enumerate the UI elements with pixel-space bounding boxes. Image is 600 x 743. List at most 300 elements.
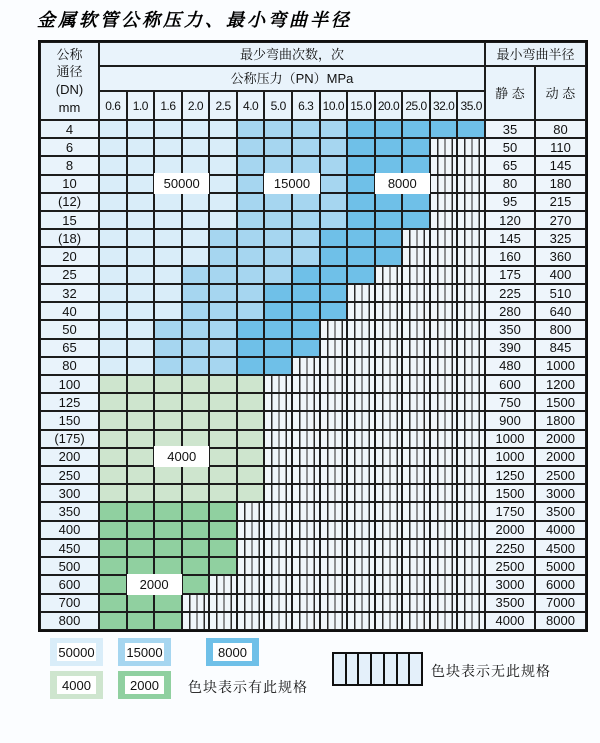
dynamic-value-cell: 325 <box>535 229 586 247</box>
no-spec-cell <box>430 594 458 612</box>
spec-cell <box>347 175 375 193</box>
spec-cell <box>154 502 182 520</box>
spec-cell <box>154 612 182 630</box>
no-spec-cell <box>292 448 320 466</box>
no-spec-cell <box>457 357 485 375</box>
no-spec-swatch-cell <box>334 654 347 684</box>
no-spec-cell <box>292 357 320 375</box>
no-spec-cell <box>402 521 430 539</box>
no-spec-cell <box>347 448 375 466</box>
spec-cell <box>237 430 265 448</box>
spec-cell <box>209 357 237 375</box>
spec-cell <box>154 521 182 539</box>
no-spec-cell <box>264 393 292 411</box>
no-spec-cell <box>430 411 458 429</box>
no-spec-cell <box>457 320 485 338</box>
no-spec-cell <box>320 448 348 466</box>
no-spec-cell <box>430 393 458 411</box>
spec-cell <box>320 156 348 174</box>
no-spec-cell <box>457 466 485 484</box>
static-value-cell: 350 <box>485 320 535 338</box>
spec-cell <box>182 575 210 593</box>
no-spec-cell <box>457 156 485 174</box>
no-spec-cell <box>457 211 485 229</box>
spec-cell <box>99 211 127 229</box>
no-spec-cell <box>457 284 485 302</box>
spec-cell <box>99 594 127 612</box>
page-title: 金属软管公称压力、最小弯曲半径 <box>37 10 352 31</box>
spec-cell <box>154 466 182 484</box>
spec-cell <box>127 430 155 448</box>
no-spec-cell <box>209 612 237 630</box>
no-spec-cell <box>292 557 320 575</box>
spec-cell <box>154 594 182 612</box>
spec-cell <box>154 539 182 557</box>
spec-cell <box>209 156 237 174</box>
spec-cell <box>347 156 375 174</box>
spec-cell <box>264 339 292 357</box>
spec-cell <box>182 357 210 375</box>
no-spec-swatch-cell <box>410 654 421 684</box>
no-spec-cell <box>402 302 430 320</box>
no-spec-cell <box>457 375 485 393</box>
no-spec-cell <box>347 539 375 557</box>
spec-cell <box>292 229 320 247</box>
dynamic-value-cell: 270 <box>535 211 586 229</box>
no-spec-cell <box>347 320 375 338</box>
spec-cell <box>237 339 265 357</box>
spec-cell <box>182 521 210 539</box>
no-spec-cell <box>292 575 320 593</box>
no-spec-cell <box>182 594 210 612</box>
no-spec-cell <box>430 466 458 484</box>
spec-cell <box>320 175 348 193</box>
static-value-cell: 1000 <box>485 430 535 448</box>
no-spec-cell <box>320 484 348 502</box>
no-spec-cell <box>320 594 348 612</box>
no-spec-cell <box>457 266 485 284</box>
dynamic-value-cell: 2000 <box>535 430 586 448</box>
spec-cell <box>154 393 182 411</box>
no-spec-cell <box>457 557 485 575</box>
spec-cell <box>127 175 155 193</box>
spec-cell <box>99 339 127 357</box>
spec-cell <box>127 138 155 156</box>
spec-cell <box>127 411 155 429</box>
dn-cell: 500 <box>40 557 99 575</box>
spec-cell <box>182 302 210 320</box>
spec-cell <box>127 612 155 630</box>
no-spec-cell <box>430 320 458 338</box>
no-spec-cell <box>457 484 485 502</box>
spec-cell <box>99 557 127 575</box>
dynamic-value-cell: 3000 <box>535 484 586 502</box>
no-spec-cell <box>457 247 485 265</box>
spec-cell <box>182 284 210 302</box>
no-spec-cell <box>402 375 430 393</box>
spec-cell <box>127 448 155 466</box>
no-spec-cell <box>430 175 458 193</box>
static-value-cell: 145 <box>485 229 535 247</box>
spec-cell <box>182 266 210 284</box>
no-spec-cell <box>209 594 237 612</box>
dynamic-value-cell: 2500 <box>535 466 586 484</box>
spec-cell <box>237 320 265 338</box>
dn-cell: (175) <box>40 430 99 448</box>
no-spec-cell <box>430 284 458 302</box>
spec-cell <box>237 393 265 411</box>
spec-cell <box>457 120 485 138</box>
no-spec-cell <box>457 193 485 211</box>
spec-cell <box>237 466 265 484</box>
no-spec-cell <box>320 502 348 520</box>
spec-cell <box>237 484 265 502</box>
no-spec-cell <box>375 521 403 539</box>
spec-cell <box>320 120 348 138</box>
legend-swatch-value: 50000 <box>58 644 95 660</box>
spec-cell <box>182 375 210 393</box>
dn-cell: 150 <box>40 411 99 429</box>
spec-cell <box>209 211 237 229</box>
spec-cell <box>237 211 265 229</box>
no-spec-cell <box>375 594 403 612</box>
no-spec-cell <box>402 466 430 484</box>
spec-cell <box>264 138 292 156</box>
pressure-col-header: 1.6 <box>154 91 182 120</box>
dn-cell: 8 <box>40 156 99 174</box>
spec-cell <box>264 156 292 174</box>
spec-cell <box>154 430 182 448</box>
spec-cell <box>292 138 320 156</box>
legend-swatch-value: 15000 <box>126 644 163 660</box>
no-spec-cell <box>375 339 403 357</box>
no-spec-cell <box>457 138 485 156</box>
spec-cell <box>127 393 155 411</box>
no-spec-cell <box>430 448 458 466</box>
pressure-header: 公称压力（PN）MPa <box>99 66 485 91</box>
no-spec-cell <box>430 229 458 247</box>
no-spec-cell <box>375 375 403 393</box>
spec-cell <box>182 247 210 265</box>
no-spec-cell <box>292 484 320 502</box>
no-spec-cell <box>375 266 403 284</box>
no-spec-cell <box>457 430 485 448</box>
static-value-cell: 390 <box>485 339 535 357</box>
no-spec-cell <box>402 430 430 448</box>
no-spec-cell <box>457 339 485 357</box>
static-value-cell: 280 <box>485 302 535 320</box>
no-spec-cell <box>430 339 458 357</box>
dynamic-value-cell: 8000 <box>535 612 586 630</box>
spec-cell <box>99 393 127 411</box>
no-spec-cell <box>430 612 458 630</box>
spec-cell <box>99 448 127 466</box>
spec-cell <box>375 229 403 247</box>
spec-cell <box>375 120 403 138</box>
spec-cell <box>127 594 155 612</box>
spec-cell <box>292 120 320 138</box>
spec-cell <box>209 320 237 338</box>
no-spec-cell <box>430 575 458 593</box>
static-value-cell: 900 <box>485 411 535 429</box>
no-spec-cell <box>402 229 430 247</box>
no-spec-cell <box>430 247 458 265</box>
no-spec-cell <box>292 502 320 520</box>
dn-cell: 450 <box>40 539 99 557</box>
pressure-col-header: 25.0 <box>402 91 430 120</box>
spec-cell <box>264 302 292 320</box>
spec-cell <box>402 156 430 174</box>
no-spec-cell <box>264 521 292 539</box>
no-spec-cell <box>430 357 458 375</box>
spec-cell <box>264 247 292 265</box>
spec-cell <box>99 247 127 265</box>
spec-cell <box>182 466 210 484</box>
no-spec-cell <box>347 594 375 612</box>
no-spec-cell <box>375 393 403 411</box>
spec-cell <box>99 430 127 448</box>
no-spec-cell <box>457 575 485 593</box>
spec-cell <box>347 211 375 229</box>
no-spec-cell <box>402 339 430 357</box>
spec-cell <box>154 484 182 502</box>
pressure-col-header: 2.5 <box>209 91 237 120</box>
dynamic-value-cell: 6000 <box>535 575 586 593</box>
spec-cell <box>209 266 237 284</box>
spec-cell <box>182 120 210 138</box>
spec-cell <box>320 211 348 229</box>
spec-cell <box>264 229 292 247</box>
spec-cell <box>237 357 265 375</box>
spec-cell <box>154 193 182 211</box>
static-value-cell: 95 <box>485 193 535 211</box>
dynamic-value-cell: 1000 <box>535 357 586 375</box>
spec-cell <box>347 229 375 247</box>
spec-cell <box>99 138 127 156</box>
no-spec-cell <box>320 411 348 429</box>
no-spec-cell <box>320 357 348 375</box>
spec-cell <box>237 411 265 429</box>
dn-cell: (12) <box>40 193 99 211</box>
static-value-cell: 1500 <box>485 484 535 502</box>
dynamic-value-cell: 5000 <box>535 557 586 575</box>
no-spec-cell <box>402 320 430 338</box>
dynamic-value-cell: 400 <box>535 266 586 284</box>
legend-swatch <box>50 671 103 699</box>
dn-cell: 10 <box>40 175 99 193</box>
spec-cell <box>127 484 155 502</box>
no-spec-cell <box>402 357 430 375</box>
no-spec-cell <box>347 521 375 539</box>
no-spec-cell <box>430 502 458 520</box>
spec-cell <box>237 247 265 265</box>
static-value-cell: 4000 <box>485 612 535 630</box>
spec-cell <box>99 484 127 502</box>
dynamic-value-cell: 510 <box>535 284 586 302</box>
spec-cell <box>375 211 403 229</box>
no-spec-cell <box>457 393 485 411</box>
no-spec-cell <box>430 484 458 502</box>
no-spec-cell <box>320 539 348 557</box>
spec-cell <box>127 193 155 211</box>
no-spec-cell <box>347 411 375 429</box>
corner-header-dn-mm <box>40 42 99 120</box>
dynamic-value-cell: 2000 <box>535 448 586 466</box>
spec-cell <box>99 156 127 174</box>
static-value-cell: 600 <box>485 375 535 393</box>
no-spec-cell <box>264 612 292 630</box>
no-spec-cell <box>292 521 320 539</box>
no-spec-cell <box>320 557 348 575</box>
no-spec-swatch-cell <box>372 654 385 684</box>
spec-cell <box>99 284 127 302</box>
no-spec-cell <box>292 393 320 411</box>
spec-cell <box>264 211 292 229</box>
spec-cell <box>154 302 182 320</box>
static-value-cell: 3500 <box>485 594 535 612</box>
spec-cell <box>99 357 127 375</box>
spec-cell <box>99 229 127 247</box>
dynamic-value-cell: 845 <box>535 339 586 357</box>
no-spec-cell <box>320 430 348 448</box>
no-spec-cell <box>320 393 348 411</box>
no-spec-swatch-cell <box>385 654 398 684</box>
dn-cell: 20 <box>40 247 99 265</box>
spec-cell <box>127 211 155 229</box>
pressure-col-header: 10.0 <box>320 91 348 120</box>
cycle-count-label: 4000 <box>154 446 209 467</box>
legend-swatch <box>50 638 103 666</box>
no-spec-cell <box>402 448 430 466</box>
no-spec-cell <box>264 575 292 593</box>
spec-cell <box>209 430 237 448</box>
spec-cell <box>209 484 237 502</box>
spec-cell <box>99 375 127 393</box>
no-spec-cell <box>430 193 458 211</box>
spec-cell <box>292 193 320 211</box>
pressure-col-header: 6.3 <box>292 91 320 120</box>
no-spec-cell <box>375 448 403 466</box>
static-value-cell: 1250 <box>485 466 535 484</box>
spec-cell <box>209 393 237 411</box>
spec-cell <box>127 302 155 320</box>
spec-cell <box>347 247 375 265</box>
no-spec-cell <box>430 557 458 575</box>
no-spec-cell <box>402 284 430 302</box>
no-spec-cell <box>347 612 375 630</box>
no-spec-cell <box>320 521 348 539</box>
spec-cell <box>375 156 403 174</box>
no-spec-cell <box>457 175 485 193</box>
spec-cell <box>264 193 292 211</box>
dn-cell: 32 <box>40 284 99 302</box>
dynamic-value-cell: 1500 <box>535 393 586 411</box>
dn-cell: 50 <box>40 320 99 338</box>
static-value-cell: 35 <box>485 120 535 138</box>
no-spec-cell <box>237 612 265 630</box>
static-value-cell: 120 <box>485 211 535 229</box>
legend-swatch <box>118 638 171 666</box>
no-spec-cell <box>264 484 292 502</box>
static-value-cell: 80 <box>485 175 535 193</box>
no-spec-cell <box>430 156 458 174</box>
no-spec-cell <box>375 284 403 302</box>
no-spec-cell <box>320 575 348 593</box>
no-spec-cell <box>402 393 430 411</box>
no-spec-cell <box>457 302 485 320</box>
spec-cell <box>154 156 182 174</box>
spec-cell <box>99 411 127 429</box>
spec-cell <box>320 284 348 302</box>
no-spec-cell <box>182 612 210 630</box>
pressure-col-header: 32.0 <box>430 91 458 120</box>
dn-cell: 25 <box>40 266 99 284</box>
spec-cell <box>182 484 210 502</box>
no-spec-cell <box>264 411 292 429</box>
dn-cell: 100 <box>40 375 99 393</box>
no-spec-cell <box>402 539 430 557</box>
dynamic-value-cell: 360 <box>535 247 586 265</box>
spec-cell <box>320 247 348 265</box>
no-spec-cell <box>347 284 375 302</box>
static-value-cell: 50 <box>485 138 535 156</box>
no-spec-cell <box>430 430 458 448</box>
static-header: 静 态 <box>485 66 535 120</box>
spec-cell <box>127 539 155 557</box>
spec-cell <box>237 156 265 174</box>
static-value-cell: 225 <box>485 284 535 302</box>
no-spec-cell <box>375 484 403 502</box>
spec-cell <box>154 247 182 265</box>
no-spec-swatch-cell <box>359 654 372 684</box>
spec-cell <box>154 557 182 575</box>
no-spec-cell <box>430 211 458 229</box>
static-value-cell: 1750 <box>485 502 535 520</box>
spec-cell <box>127 320 155 338</box>
dynamic-value-cell: 3500 <box>535 502 586 520</box>
no-spec-cell <box>320 339 348 357</box>
no-spec-cell <box>347 302 375 320</box>
pressure-col-header: 20.0 <box>375 91 403 120</box>
static-value-cell: 2000 <box>485 521 535 539</box>
spec-cell <box>182 430 210 448</box>
spec-cell <box>99 320 127 338</box>
no-spec-cell <box>457 502 485 520</box>
spec-cell <box>154 411 182 429</box>
spec-cell <box>237 302 265 320</box>
dynamic-value-cell: 4500 <box>535 539 586 557</box>
no-spec-cell <box>320 320 348 338</box>
dynamic-value-cell: 640 <box>535 302 586 320</box>
no-spec-cell <box>264 448 292 466</box>
spec-cell <box>320 229 348 247</box>
spec-cell <box>209 411 237 429</box>
dn-cell: 4 <box>40 120 99 138</box>
no-spec-cell <box>320 375 348 393</box>
no-spec-cell <box>457 411 485 429</box>
legend-has-spec-note: 色块表示有此规格 <box>188 679 308 695</box>
spec-cell <box>99 539 127 557</box>
dn-cell: 700 <box>40 594 99 612</box>
spec-cell <box>154 120 182 138</box>
static-value-cell: 3000 <box>485 575 535 593</box>
spec-cell <box>182 320 210 338</box>
spec-cell <box>209 302 237 320</box>
spec-cell <box>292 266 320 284</box>
spec-cell <box>347 120 375 138</box>
no-spec-cell <box>347 430 375 448</box>
no-spec-cell <box>430 266 458 284</box>
